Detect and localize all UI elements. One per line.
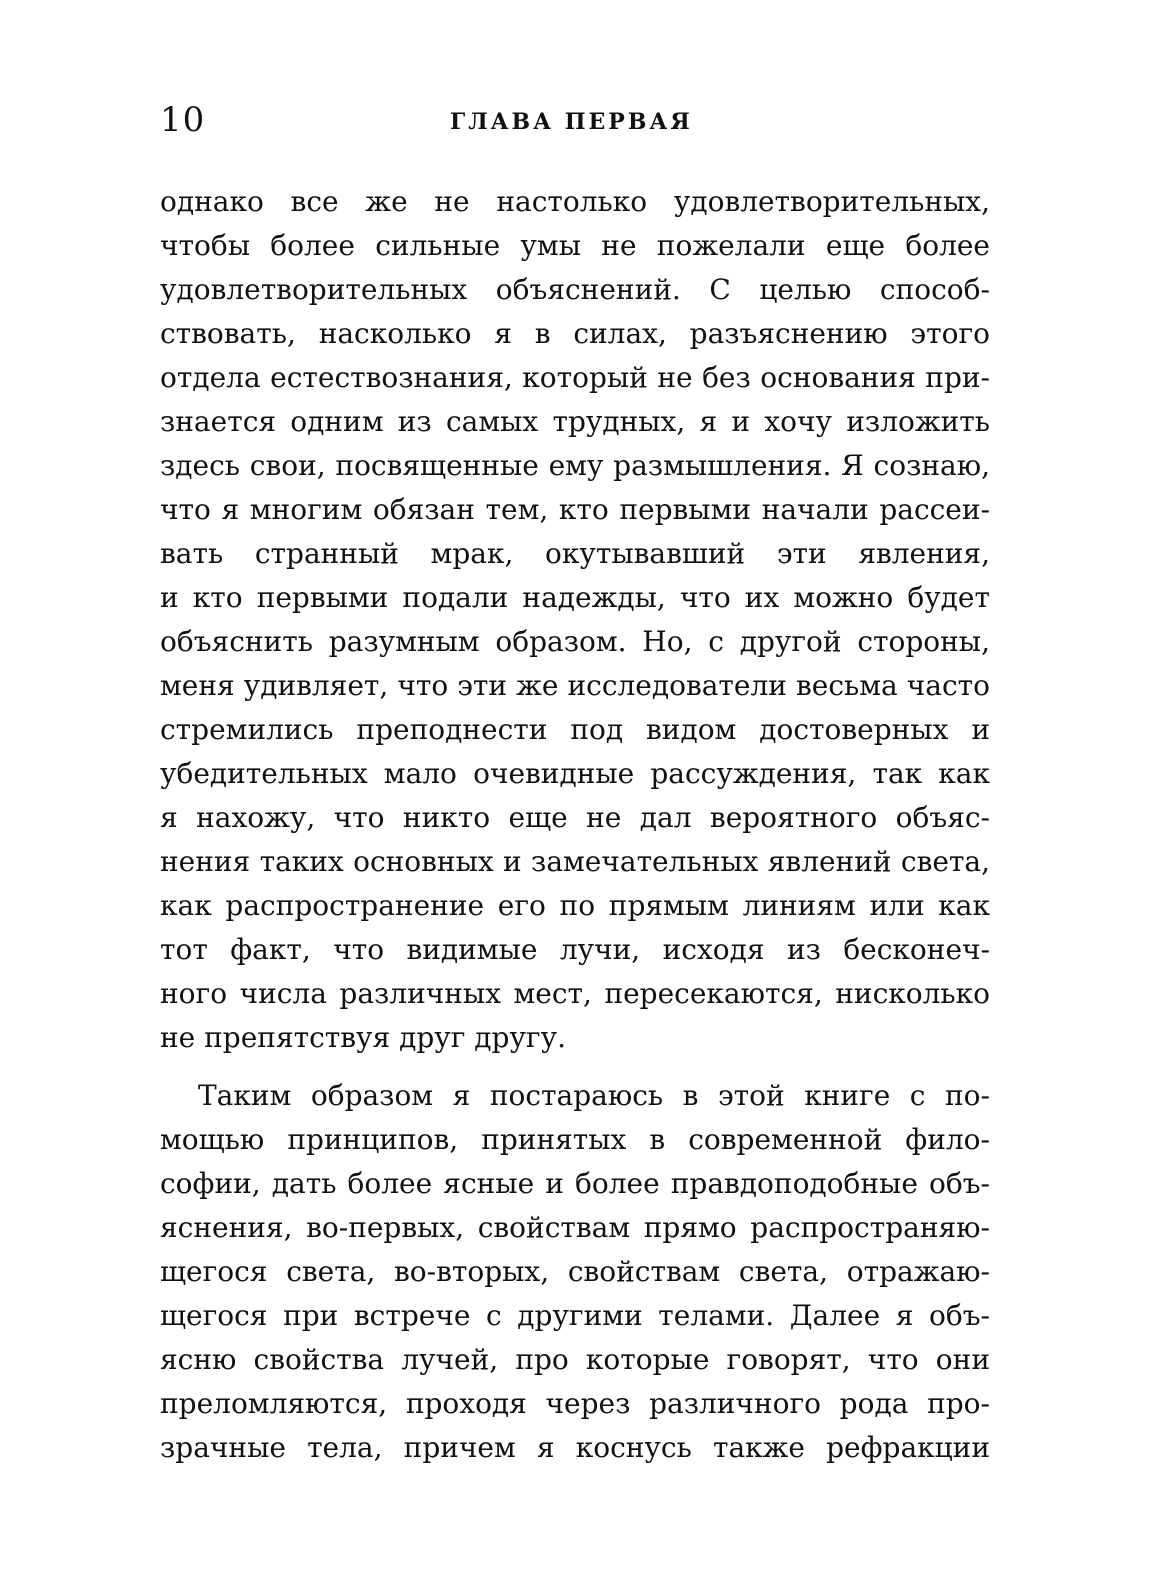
text-line: вать странный мрак, окутывавший эти явления, (160, 537, 990, 570)
text-line: мощью принципов, принятых в современной фило- (160, 1123, 990, 1156)
text-line: однако все же не настолько удовлетворительных, (160, 185, 990, 218)
text-line: не препятствуя друг другу. (160, 1021, 566, 1054)
text-line: как распространение его по прямым линиям или как (160, 889, 990, 922)
text-line: ясню свойства лучей, про которые говорят, что они (160, 1343, 990, 1376)
text-line: здесь свои, посвященные ему размышления. Я сознаю, (160, 449, 990, 482)
paragraph (160, 1074, 990, 1470)
text-line: что я многим обязан тем, кто первыми начали рассеи- (160, 493, 990, 526)
text-line: нения таких основных и замечательных явлений света, (160, 845, 990, 878)
text-line: я нахожу, что никто еще не дал вероятного объяс- (160, 801, 990, 834)
text-line: зрачные тела, причем я коснусь также рефракции (160, 1431, 990, 1464)
paragraph-gap (160, 1060, 990, 1074)
text-line: яснения, во-первых, свойствам прямо распространяю- (160, 1211, 990, 1244)
text-line: знается одним из самых трудных, я и хочу изложить (160, 405, 990, 438)
text-line: ствовать, насколько я в силах, разъяснению этого (160, 317, 990, 350)
text-line: ного числа различных мест, пересекаются, нисколько (160, 977, 990, 1010)
text-line: объяснить разумным образом. Но, с другой стороны, (160, 625, 990, 658)
body-text (160, 180, 990, 1470)
text-line: щегося света, во-вторых, свойствам света, отражаю- (160, 1255, 990, 1288)
running-head: ГЛАВА ПЕРВАЯ (450, 109, 693, 135)
text-line: Таким образом я постараюсь в этой книге с по- (198, 1079, 990, 1112)
text-line: софии, дать более ясные и более правдоподобные объ- (160, 1167, 990, 1200)
text-line: стремились преподнести под видом достоверных и (160, 713, 990, 746)
page-header (160, 98, 990, 148)
paragraph (160, 180, 990, 1060)
text-line: и кто первыми подали надежды, что их можно будет (160, 581, 990, 614)
text-line: отдела естествознания, который не без основания при- (160, 361, 990, 394)
text-line: убедительных мало очевидные рассуждения, так как (160, 757, 990, 790)
text-line: меня удивляет, что эти же исследователи весьма часто (160, 669, 990, 702)
text-line: щегося при встрече с другими телами. Далее я объ- (160, 1299, 990, 1332)
text-line: чтобы более сильные умы не пожелали еще более (160, 229, 990, 262)
page-number: 10 (160, 100, 206, 140)
text-line: тот факт, что видимые лучи, исходя из бесконеч- (160, 933, 990, 966)
text-line: удовлетворительных объяснений. С целью способ- (160, 273, 990, 306)
text-line: преломляются, проходя через различного рода про- (160, 1387, 990, 1420)
